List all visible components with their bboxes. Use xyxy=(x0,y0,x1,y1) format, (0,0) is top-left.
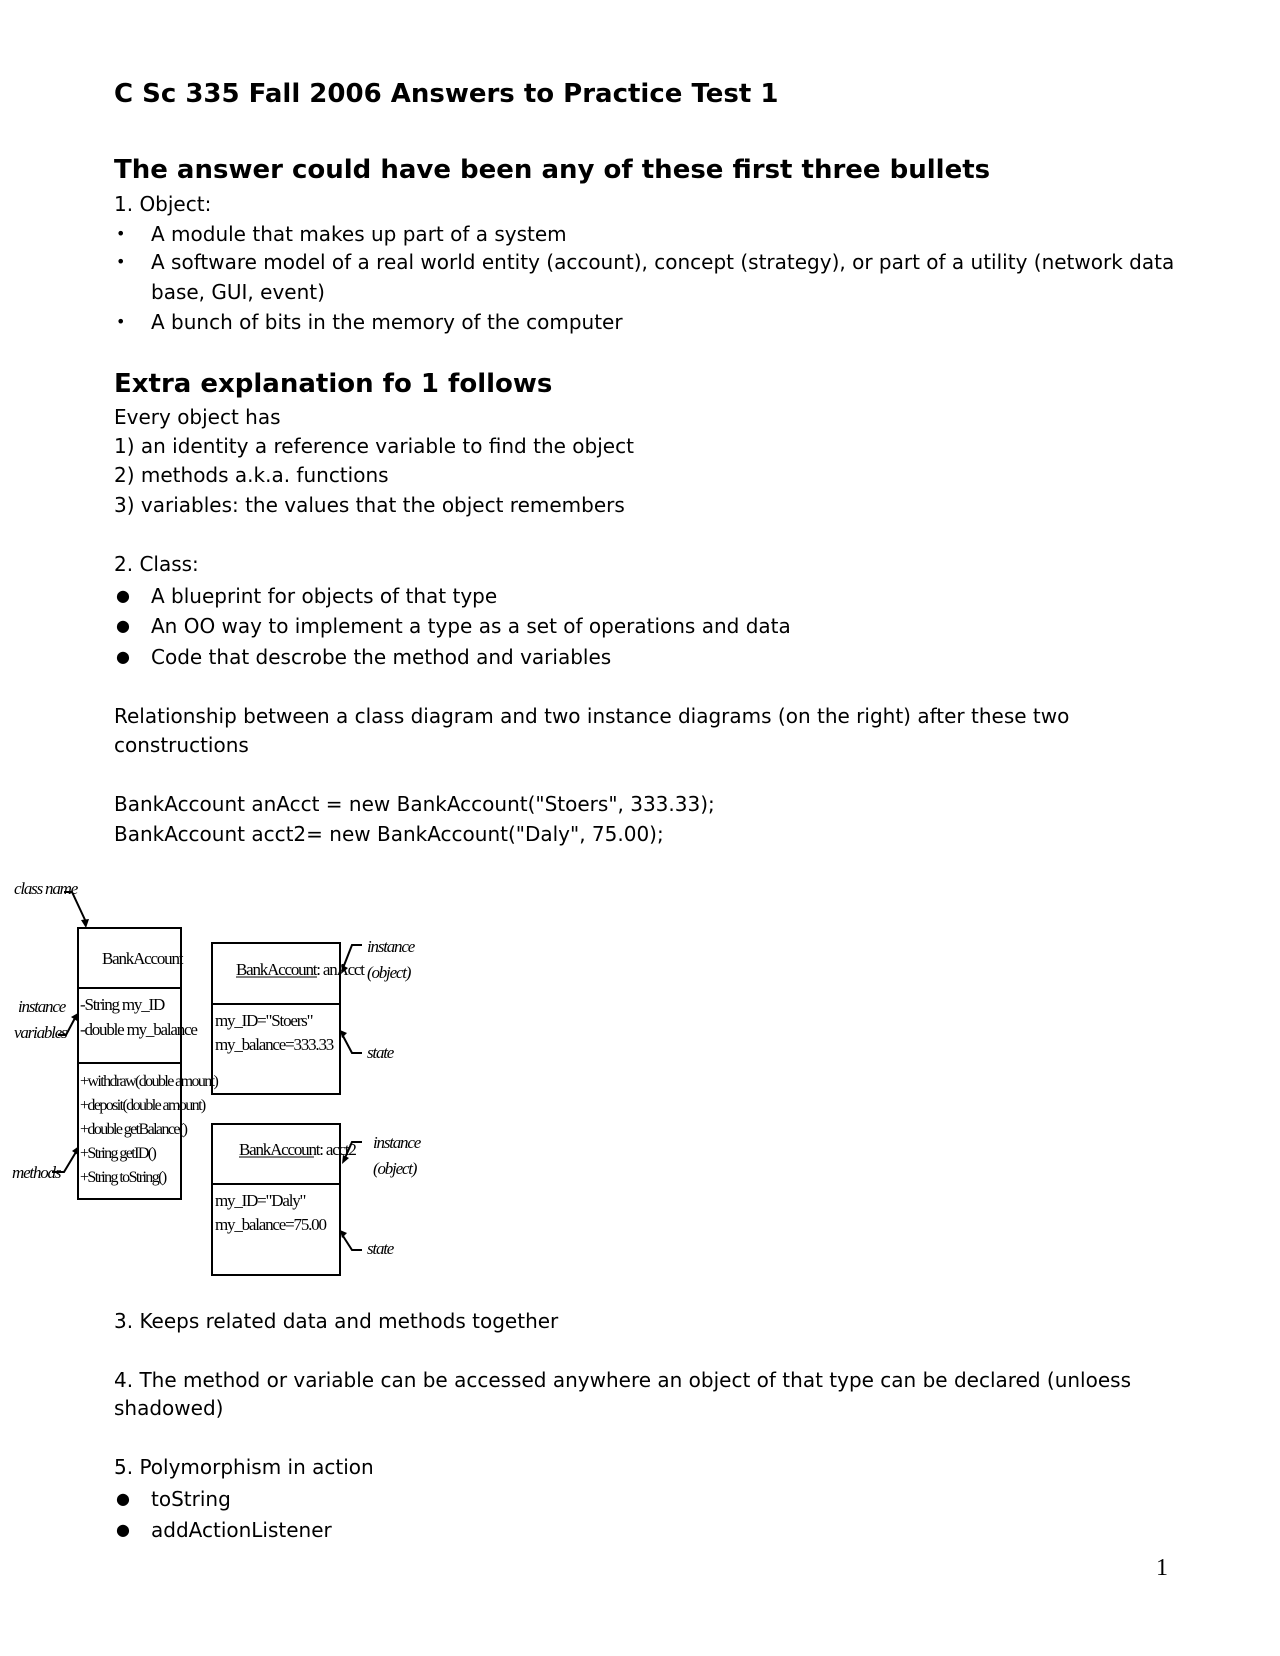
instance-variables-label: instance xyxy=(18,997,66,1016)
page-number: 1 xyxy=(1156,1555,1168,1581)
code-line: BankAccount anAcct = new BankAccount("Stoers", 333.33); xyxy=(114,792,715,816)
bullet-icon: ● xyxy=(116,586,130,605)
text-line: 3) variables: the values that the object remembers xyxy=(114,493,625,517)
attribute: -String my_ID xyxy=(80,995,165,1014)
class-name-label: class name xyxy=(14,879,78,898)
method: +withdraw(double amount) xyxy=(80,1073,218,1090)
methods-label: methods xyxy=(12,1163,61,1182)
instance-variables-label: variables xyxy=(14,1023,67,1042)
instance-state: my_ID="Stoers" xyxy=(215,1011,313,1030)
item-label: 2. Class: xyxy=(114,552,199,576)
bullet-icon: • xyxy=(116,252,126,271)
method: +String toString() xyxy=(80,1169,166,1186)
text-line: 2) methods a.k.a. functions xyxy=(114,463,389,487)
attribute: -double my_balance xyxy=(80,1020,197,1039)
bullet-icon: • xyxy=(116,224,126,243)
text-line: Relationship between a class diagram and two instance diagrams (on the right) after these two xyxy=(114,704,1070,728)
instance-name: BankAccount: anAcct xyxy=(236,960,364,979)
bullet-text: Code that descrobe the method and variables xyxy=(151,645,612,669)
item-label: 1. Object: xyxy=(114,192,212,216)
method: +double getBalance() xyxy=(80,1121,187,1138)
instance-state: my_ID="Daly" xyxy=(215,1191,306,1210)
answer-3: 3. Keeps related data and methods together xyxy=(114,1309,559,1333)
bullet-text: An OO way to implement a type as a set of operations and data xyxy=(151,614,791,638)
method: +deposit(double amount) xyxy=(80,1097,205,1114)
state-label: state xyxy=(367,1239,394,1258)
instance-label: (object) xyxy=(373,1159,417,1178)
instance-label: instance xyxy=(367,937,415,956)
bullet-icon: ● xyxy=(116,616,130,635)
bullet-text: toString xyxy=(151,1487,231,1511)
text-line: Every object has xyxy=(114,405,281,429)
method: +String getID() xyxy=(80,1145,156,1162)
bullet-text: A bunch of bits in the memory of the computer xyxy=(151,310,623,334)
answer-5: 5. Polymorphism in action xyxy=(114,1455,374,1479)
bullet-text: A blueprint for objects of that type xyxy=(151,584,498,608)
instance-label: instance xyxy=(373,1133,421,1152)
bullet-text: addActionListener xyxy=(151,1518,332,1542)
instance-state: my_balance=75.00 xyxy=(215,1215,326,1234)
bullet-text: A module that makes up part of a system xyxy=(151,222,567,246)
code-line: BankAccount acct2= new BankAccount("Daly", 75.00); xyxy=(114,822,664,846)
class-name: BankAccount xyxy=(102,949,183,968)
instance-state: my_balance=333.33 xyxy=(215,1035,334,1054)
answer-4: shadowed) xyxy=(114,1396,224,1420)
bullet-icon: ● xyxy=(116,1489,130,1508)
state-label: state xyxy=(367,1043,394,1062)
instance-name: BankAccount: acct2 xyxy=(239,1140,356,1159)
answer-4: 4. The method or variable can be accessed anywhere an object of that type can be declared (unloess xyxy=(114,1368,1131,1392)
bullet-icon: ● xyxy=(116,647,130,666)
text-line: constructions xyxy=(114,733,249,757)
instance-label: (object) xyxy=(367,963,411,982)
bullet-icon: • xyxy=(116,312,126,331)
bullet-text: A software model of a real world entity (account), concept (strategy), or part of a utility (network data xyxy=(151,250,1175,274)
section-heading: Extra explanation fo 1 follows xyxy=(114,369,553,399)
bullet-icon: ● xyxy=(116,1520,130,1539)
section-heading: The answer could have been any of these first three bullets xyxy=(114,155,991,185)
page-title: C Sc 335 Fall 2006 Answers to Practice Test 1 xyxy=(114,79,779,109)
text-line: 1) an identity a reference variable to find the object xyxy=(114,434,634,458)
bullet-text: base, GUI, event) xyxy=(151,280,325,304)
